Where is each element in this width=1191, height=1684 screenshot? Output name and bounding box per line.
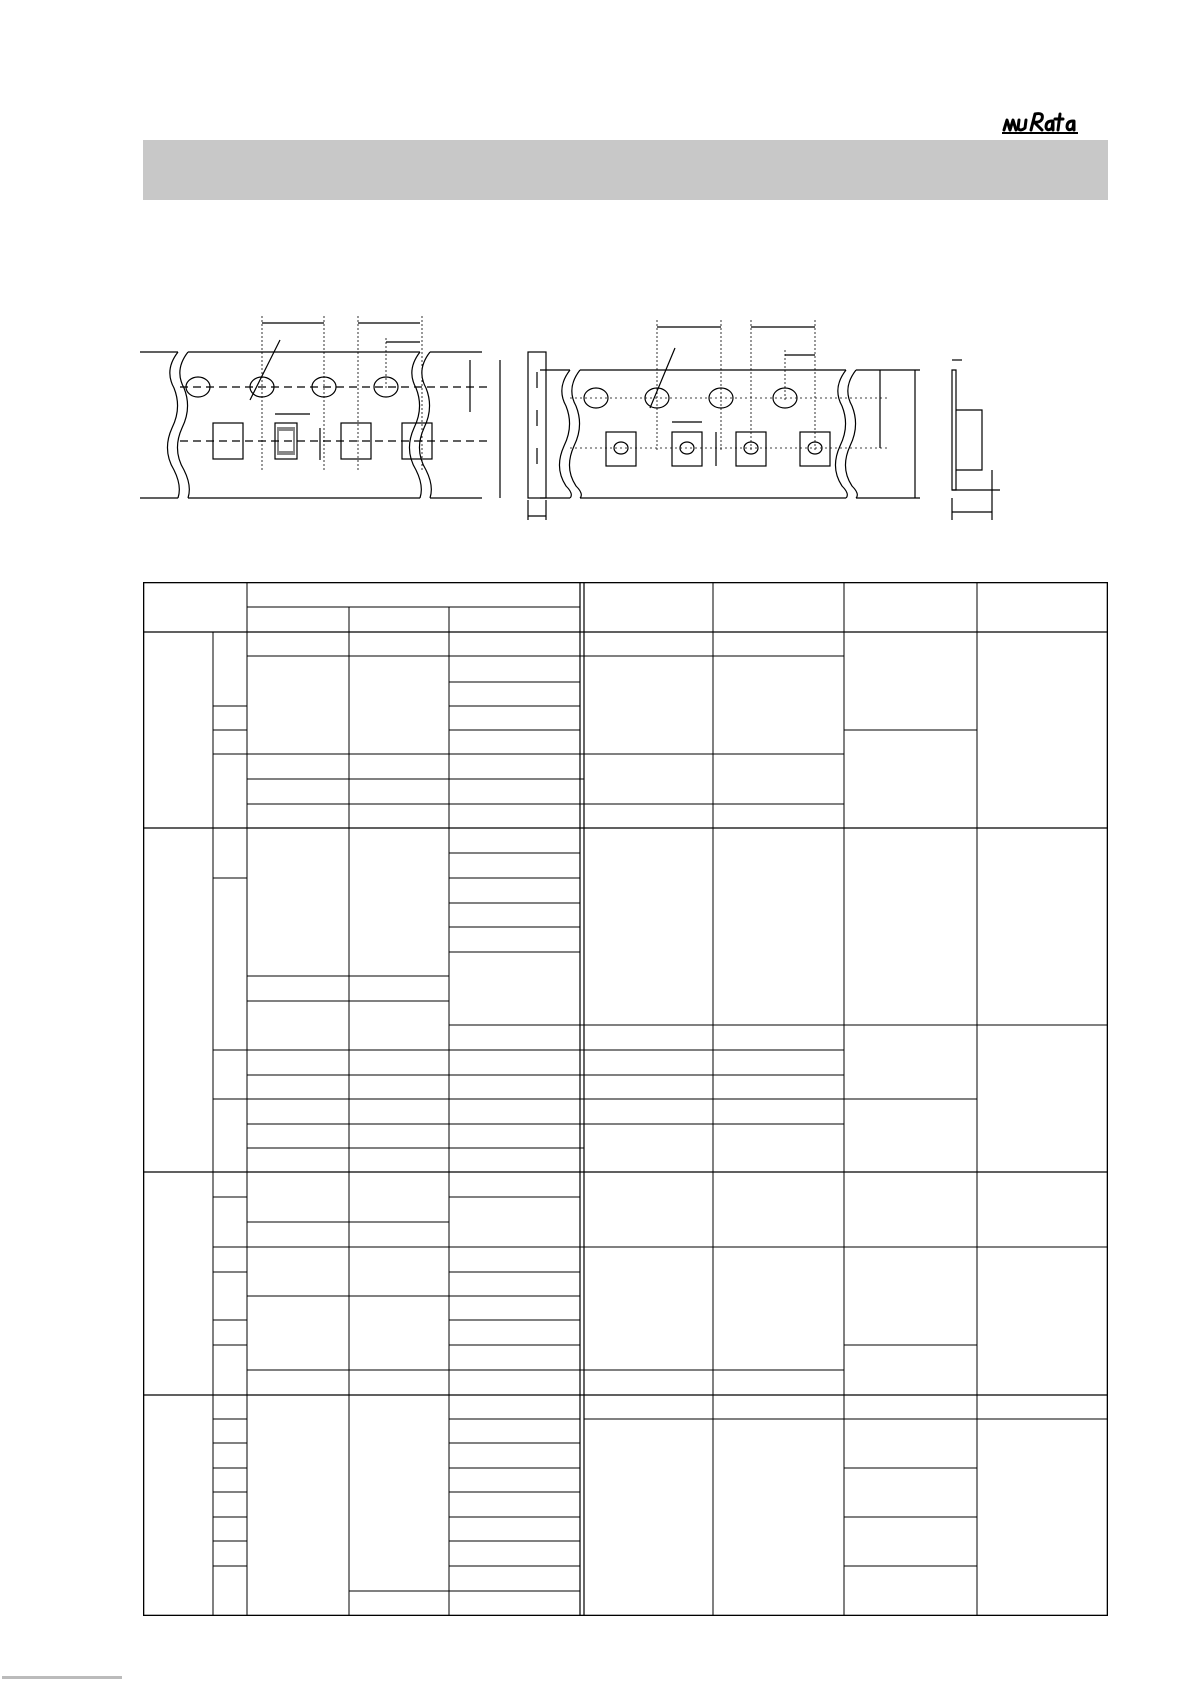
embossed-tape-drawing: [540, 320, 1000, 520]
footer-mark: [0, 1672, 130, 1684]
tape-dimension-drawing: [130, 290, 1090, 540]
title-banner: [143, 140, 1108, 200]
paper-tape-drawing: [140, 316, 546, 520]
murata-logo: [1000, 108, 1100, 136]
specification-table: [143, 582, 1108, 1616]
